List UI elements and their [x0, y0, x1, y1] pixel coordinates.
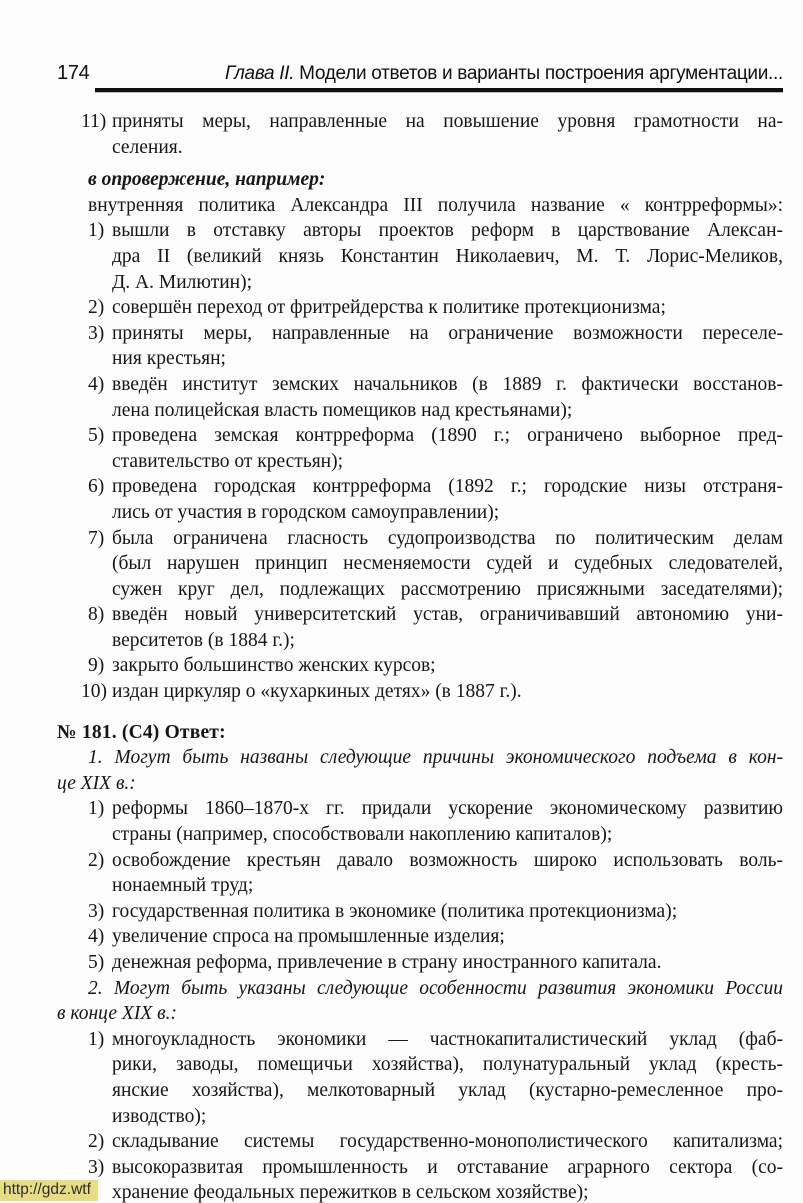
- list-item-text: [112, 474, 783, 525]
- content-blocks: [57, 109, 783, 1203]
- text-line: складывание системы государственно-монополистического капитализма;: [112, 1131, 783, 1153]
- list-item: [88, 950, 783, 976]
- list-marker: 10): [81, 681, 107, 703]
- text-line: реформы 1860–1870-х гг. придали ускорение экономическому развитию: [112, 798, 783, 820]
- text-block: [57, 193, 783, 219]
- chapter-title: [225, 63, 783, 85]
- list-item-text: [112, 321, 783, 372]
- running-header: [57, 62, 783, 85]
- text-line: лись от участия в городском самоуправлении);: [112, 501, 500, 523]
- text-line: была ограничена гласность судопроизводства по политическим делам: [112, 527, 783, 549]
- list-item: [81, 109, 783, 160]
- list-item-text: [112, 899, 783, 925]
- list-marker: 9): [88, 655, 105, 677]
- list-item-text: [112, 1129, 783, 1155]
- text-line: внутренняя политика Александра III получила название « контрреформы»:: [88, 194, 783, 216]
- text-line: освобождение крестьян давало возможность широко использовать воль-: [112, 849, 783, 871]
- text-line: страны (например, способствовали накоплению капиталов);: [112, 824, 613, 846]
- list-item: [88, 423, 783, 474]
- list-item: [88, 218, 783, 295]
- list-marker: 5): [88, 425, 105, 447]
- list-marker: 5): [88, 952, 105, 973]
- text-line: ния крестьян;: [112, 348, 226, 370]
- list-marker: 7): [88, 527, 105, 549]
- text-line: высокоразвитая промышленность и отставание аграрного сектора (со-: [112, 1156, 783, 1178]
- list-item: [88, 1027, 783, 1129]
- text-line: ставительство от крестьян);: [112, 450, 344, 472]
- text-line: рики, заводы, помещичьи хозяйства), полунатуральный уклад (кресть-: [112, 1054, 783, 1076]
- text-line: совершён переход от фритрейдерства к политике протекционизма;: [112, 297, 666, 319]
- list-item-text: [112, 295, 783, 321]
- list-marker: 2): [88, 297, 105, 319]
- text-line: изводство);: [112, 1105, 207, 1127]
- text-line: издан циркуляр о «кухаркиных детях» (в 1887 г.).: [112, 681, 522, 703]
- list-marker: 8): [88, 604, 105, 626]
- list-marker: 3): [88, 900, 105, 922]
- list-item: [88, 372, 783, 423]
- list-item: [88, 848, 783, 899]
- list-item-text: [112, 526, 783, 603]
- text-line: верситетов (в 1884 г.);: [112, 629, 295, 651]
- text-block: [57, 720, 783, 746]
- list-item-text: [112, 1027, 783, 1129]
- list-marker: 3): [88, 322, 105, 344]
- text-line: вышли в отставку авторы проектов реформ в царствование Алексан-: [112, 220, 783, 242]
- list-marker: 6): [88, 476, 105, 498]
- list-item: [88, 295, 783, 321]
- list-item-text: [112, 372, 783, 423]
- text-block: [57, 745, 783, 796]
- list-item: [88, 1129, 783, 1155]
- list-item: [88, 899, 783, 925]
- list-item-text: [112, 109, 783, 160]
- list-item-text: [112, 218, 783, 295]
- text-line: приняты меры, направленные на повышение уровня грамотности на-: [112, 111, 783, 132]
- text-line: введён новый университетский устав, ограничивавший автономию уни-: [112, 604, 783, 626]
- list-marker: 2): [88, 849, 105, 871]
- list-item: [88, 321, 783, 372]
- list-item-text: [112, 924, 783, 950]
- list-item-text: [112, 950, 783, 976]
- list-item-text: [112, 602, 783, 653]
- text-line: (был нарушен принцип несменяемости судей и судебных следователей,: [112, 553, 783, 575]
- header-rule: [95, 88, 783, 92]
- text-line: многоукладность экономики — частнокапиталистический уклад (фаб-: [112, 1028, 783, 1050]
- text-line: 1. Могут быть названы следующие причины экономического подъема в кон-: [88, 747, 783, 769]
- text-line: приняты меры, направленные на ограничение возможности переселе-: [112, 322, 783, 344]
- chapter-title-rest: Модели ответов и варианты построения аргументации...: [294, 63, 783, 84]
- list-item: [88, 474, 783, 525]
- list-marker: 3): [88, 1156, 105, 1178]
- text-line: Д. А. Милютин);: [112, 271, 253, 293]
- list-item-text: [112, 796, 783, 847]
- text-line: № 181. (С4) Ответ:: [57, 721, 226, 743]
- text-line: хранение феодальных пережитков в сельском хозяйстве);: [112, 1182, 589, 1203]
- text-line: дра II (великий князь Константин Николаевич, М. Т. Лорис-Меликов,: [112, 245, 783, 267]
- list-marker: 4): [88, 373, 105, 395]
- list-marker: 4): [88, 926, 105, 948]
- text-line: нонаемный труд;: [112, 875, 254, 897]
- list-marker: 1): [88, 220, 105, 242]
- text-line: увеличение спроса на промышленные изделия;: [112, 926, 505, 948]
- text-line: проведена земская контрреформа (1890 г.; ограничено выборное пред-: [112, 425, 783, 447]
- text-line: селения.: [112, 136, 183, 158]
- list-item: [88, 1155, 783, 1203]
- text-line: янские хозяйства), мелкотоварный уклад (кустарно-ремесленное про-: [112, 1079, 783, 1101]
- list-item: [88, 924, 783, 950]
- text-line: денежная реформа, привлечение в страну иностранного капитала.: [112, 952, 662, 973]
- list-item: [88, 653, 783, 679]
- text-block: [57, 976, 783, 1027]
- list-item: [88, 602, 783, 653]
- text-line: 2. Могут быть указаны следующие особенности развития экономики России: [88, 977, 783, 999]
- list-item: [88, 796, 783, 847]
- list-item-text: [112, 1155, 783, 1203]
- list-marker: 1): [88, 1028, 105, 1050]
- list-item-text: [112, 653, 783, 679]
- list-item: [81, 679, 783, 705]
- text-line: це XIX в.:: [57, 772, 136, 794]
- text-line: в конце XIX в.:: [57, 1003, 177, 1025]
- text-line: проведена городская контрреформа (1892 г.; городские низы отстраня-: [112, 476, 783, 498]
- text-line: лена полицейская власть помещиков над крестьянами);: [112, 399, 573, 421]
- text-line: сужен круг дел, подлежащих рассмотрению присяжными заседателями);: [112, 578, 783, 600]
- watermark-link[interactable]: http://gdz.wtf: [0, 1180, 98, 1201]
- text-line: введён институт земских начальников (в 1889 г. фактически восстанов-: [112, 373, 783, 395]
- list-item: [88, 526, 783, 603]
- list-marker: 2): [88, 1131, 105, 1153]
- text-line: закрыто большинство женских курсов;: [112, 655, 436, 677]
- text-line: государственная политика в экономике (политика протекционизма);: [112, 900, 678, 922]
- list-marker: 1): [88, 798, 105, 820]
- list-item-text: [112, 423, 783, 474]
- list-item-text: [112, 848, 783, 899]
- list-item-text: [112, 679, 783, 705]
- page-number: 174: [57, 62, 90, 84]
- text-block: [57, 167, 783, 193]
- list-marker: 11): [81, 111, 107, 132]
- text-line: в опровержение, например:: [88, 169, 326, 191]
- chapter-label: Глава II.: [224, 63, 295, 84]
